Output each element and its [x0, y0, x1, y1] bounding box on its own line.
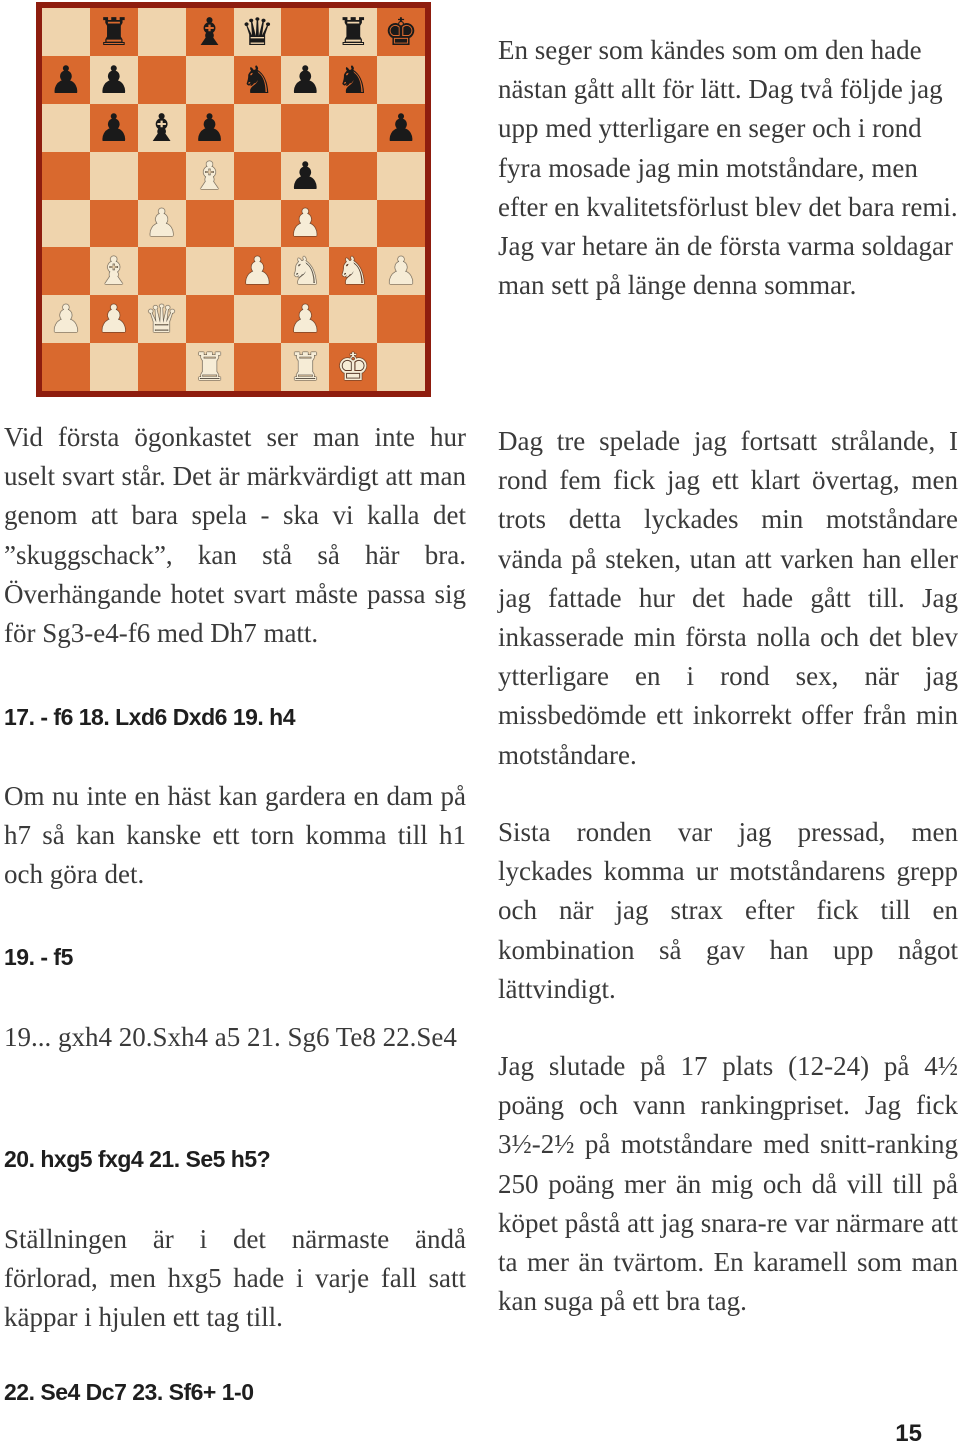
white-pawn-icon: ♟: [48, 297, 83, 342]
black-pawn-icon: ♟: [384, 105, 419, 150]
board-square: [90, 343, 138, 391]
right-paragraph-2: Dag tre spelade jag fortsatt strålande, I rond fem fick jag ett klart övertag, men trots detta lyckades min motståndare vända på steken, utan att varken han eller jag fattade hur det hade gått till. Jag inkasserade min första nolla och det blev ytterligare en i rond sex, när jag missbedömde ett inkorrekt offer från min motståndare.: [498, 426, 958, 770]
board-square: [281, 295, 329, 343]
board-square: [42, 200, 90, 248]
board-square: [377, 8, 425, 56]
board-square: [234, 8, 282, 56]
board-square: [377, 104, 425, 152]
black-pawn-icon: ♟: [288, 153, 323, 198]
board-square: [186, 295, 234, 343]
right-column-3: [498, 813, 958, 1009]
board-square: [42, 295, 90, 343]
left-column-3: [4, 1018, 466, 1057]
white-pawn-icon: ♟: [144, 201, 179, 246]
white-pawn-icon: ♟: [288, 201, 323, 246]
board-square: [90, 295, 138, 343]
left-column: [4, 418, 466, 653]
board-square: [281, 247, 329, 295]
right-paragraph-1: En seger som kändes som om den hade nästan gått allt för lätt. Dag två följde jag upp med ytterligare en seger och i rond fyra mosade jag min motståndare, men efter en kvalitetsförlust blev det bara remi. Jag var hetare än de första varma soldagar man sett på länge denna sommar.: [498, 35, 958, 301]
board-square: [42, 152, 90, 200]
move-notation-1: 17. - f6 18. Lxd6 Dxd6 19. h4: [4, 704, 296, 730]
board-square: [234, 200, 282, 248]
board-square: [186, 8, 234, 56]
black-knight-icon: ♞: [336, 57, 371, 102]
left-paragraph-2: Om nu inte en häst kan gardera en dam på h7 så kan kanske ett torn komma till h1 och göra det.: [4, 781, 466, 890]
black-rook-icon: ♜: [336, 9, 371, 54]
black-pawn-icon: ♟: [192, 105, 227, 150]
black-pawn-icon: ♟: [96, 57, 131, 102]
board-square: [186, 200, 234, 248]
board-square: [138, 200, 186, 248]
board-square: [90, 200, 138, 248]
board-square: [234, 56, 282, 104]
board-square: [329, 56, 377, 104]
board-square: [138, 295, 186, 343]
white-rook-icon: ♜: [192, 345, 227, 390]
board-square: [329, 152, 377, 200]
board-square: [281, 200, 329, 248]
white-pawn-icon: ♟: [288, 297, 323, 342]
board-square: [42, 247, 90, 295]
move-notation-3: 20. hxg5 fxg4 21. Se5 h5?: [4, 1146, 271, 1172]
white-queen-icon: ♛: [144, 297, 179, 342]
black-bishop-icon: ♝: [144, 105, 179, 150]
board-square: [138, 343, 186, 391]
board-square: [329, 343, 377, 391]
board-square: [281, 8, 329, 56]
board-square: [138, 104, 186, 152]
left-column-4: [4, 1220, 466, 1338]
white-bishop-icon: ♝: [192, 153, 227, 198]
board-square: [234, 104, 282, 152]
board-square: [377, 295, 425, 343]
board-square: [186, 56, 234, 104]
right-column-1: [498, 31, 958, 305]
board-square: [186, 343, 234, 391]
left-paragraph-3: 19... gxh4 20.Sxh4 a5 21. Sg6 Te8 22.Se4: [4, 1022, 457, 1052]
board-square: [186, 152, 234, 200]
board-square: [90, 8, 138, 56]
board-square: [90, 152, 138, 200]
board-square: [377, 200, 425, 248]
board-square: [234, 343, 282, 391]
black-pawn-icon: ♟: [96, 105, 131, 150]
board-square: [90, 104, 138, 152]
board-square: [42, 8, 90, 56]
white-pawn-icon: ♟: [240, 249, 275, 294]
right-paragraph-4: Jag slutade på 17 plats (12-24) på 4½ poäng och vann rankingpriset. Jag fick 3½-2½ på motståndare med snitt-ranking 250 poäng mer än mig och då vill till på köpet påstå att jag snara-re var närmare att ta mer än tvärtom. En karamell som man kan suga på ett bra tag.: [498, 1051, 958, 1317]
board-square: [42, 56, 90, 104]
board-square: [138, 247, 186, 295]
board-square: [42, 343, 90, 391]
board-square: [138, 56, 186, 104]
black-knight-icon: ♞: [240, 57, 275, 102]
board-square: [377, 343, 425, 391]
black-queen-icon: ♛: [240, 9, 275, 54]
board-square: [377, 56, 425, 104]
move-notation-4: 22. Se4 Dc7 23. Sf6+ 1-0: [4, 1379, 254, 1405]
white-king-icon: ♚: [336, 345, 371, 390]
white-knight-icon: ♞: [288, 249, 323, 294]
board-square: [329, 295, 377, 343]
right-paragraph-3: Sista ronden var jag pressad, men lyckades komma ur motståndarens grepp och när jag strax efter fick till en kombination så gav han upp något lättvindigt.: [498, 817, 958, 1004]
board-square: [186, 247, 234, 295]
board-square: [329, 104, 377, 152]
right-column-2: [498, 422, 958, 775]
board-square: [138, 8, 186, 56]
move-notation-2: 19. - f5: [4, 944, 73, 970]
board-square: [138, 152, 186, 200]
white-pawn-icon: ♟: [96, 297, 131, 342]
white-bishop-icon: ♝: [96, 249, 131, 294]
white-knight-icon: ♞: [336, 249, 371, 294]
board-square: [281, 104, 329, 152]
board-square: [90, 247, 138, 295]
board-square: [329, 8, 377, 56]
board-square: [377, 152, 425, 200]
board-square: [329, 247, 377, 295]
board-square: [281, 56, 329, 104]
board-square: [186, 104, 234, 152]
black-pawn-icon: ♟: [288, 57, 323, 102]
board-square: [90, 56, 138, 104]
chess-board: [42, 8, 425, 391]
page-number: 15: [895, 1420, 922, 1447]
board-square: [234, 295, 282, 343]
black-bishop-icon: ♝: [192, 9, 227, 54]
chess-diagram: [36, 2, 431, 397]
board-square: [42, 104, 90, 152]
black-king-icon: ♚: [384, 9, 419, 54]
black-rook-icon: ♜: [96, 9, 131, 54]
board-square: [234, 247, 282, 295]
left-paragraph-1: Vid första ögonkastet ser man inte hur uselt svart står. Det är märkvärdigt att man genom att bara spela - ska vi kalla det ”skuggschack”, kan stå så här bra. Överhängande hotet svart måste passa sig för Sg3-e4-f6 med Dh7 matt.: [4, 422, 466, 649]
board-square: [329, 200, 377, 248]
left-paragraph-4: Ställningen är i det närmaste ändå förlorad, men hxg5 hade i varje fall satt käppar i hjulen ett tag till.: [4, 1224, 466, 1333]
white-pawn-icon: ♟: [384, 249, 419, 294]
right-column-4: [498, 1047, 958, 1321]
board-square: [281, 343, 329, 391]
board-square: [234, 152, 282, 200]
board-square: [281, 152, 329, 200]
white-rook-icon: ♜: [288, 345, 323, 390]
left-column-2: [4, 777, 466, 895]
black-pawn-icon: ♟: [48, 57, 83, 102]
board-square: [377, 247, 425, 295]
